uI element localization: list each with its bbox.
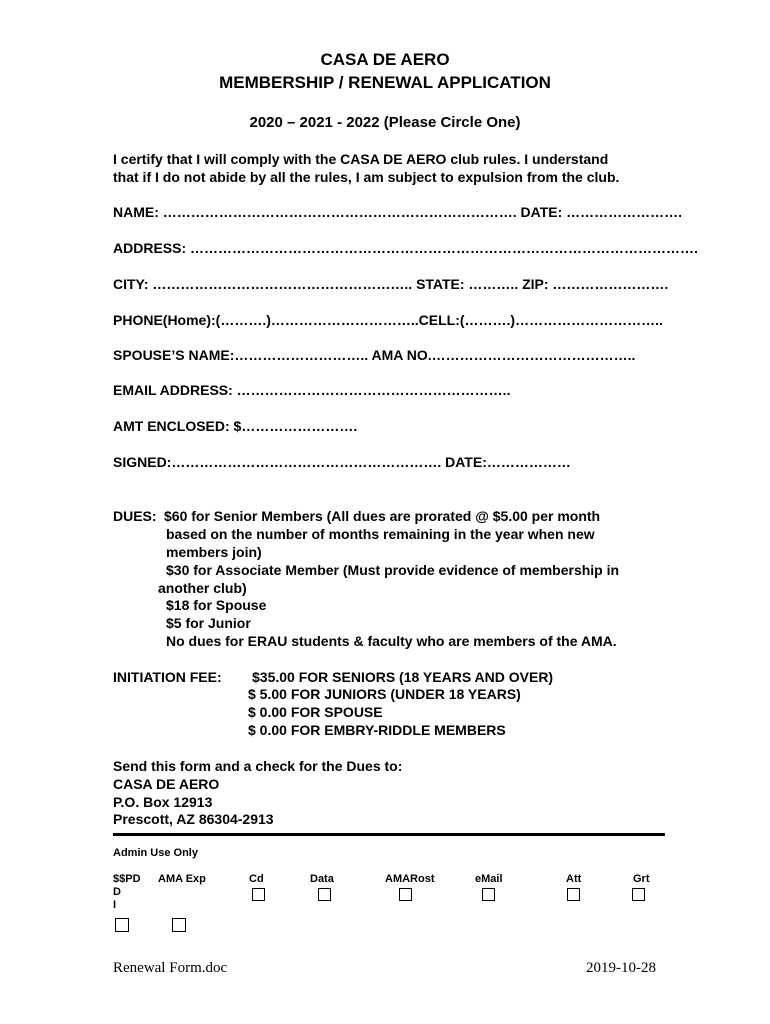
- send-instructions: Send this form and a check for the Dues to:: [113, 758, 403, 774]
- form-subtitle: MEMBERSHIP / RENEWAL APPLICATION: [219, 73, 551, 92]
- checkbox-ama-exp[interactable]: [172, 918, 186, 932]
- checkbox-grt[interactable]: [632, 888, 645, 901]
- admin-col-cd: Cd: [249, 873, 264, 885]
- certify-line-2: that if I do not abide by all the rules, I am subject to expulsion from the club.: [113, 169, 620, 185]
- initiation-label: INITIATION FEE:: [113, 669, 222, 685]
- year-selection: 2020 – 2021 - 2022 (Please Circle One): [249, 114, 521, 131]
- admin-col-spd: $$PD: [113, 873, 141, 885]
- name-date-field[interactable]: NAME: …………………………………………………………………. DATE: …………………….: [113, 204, 683, 220]
- phone-field[interactable]: PHONE(Home):(……….)…………………………..CELL:(……….)…………………………..: [113, 312, 663, 328]
- checkbox-spd[interactable]: [115, 918, 129, 932]
- dues-line: $60 for Senior Members (All dues are prorated @ $5.00 per month: [164, 508, 601, 524]
- certify-line-1: I certify that I will comply with the CASA DE AERO club rules. I understand: [113, 151, 609, 167]
- dues-line: members join): [166, 544, 262, 560]
- initiation-line: $ 5.00 FOR JUNIORS (UNDER 18 YEARS): [248, 686, 521, 702]
- send-city: Prescott, AZ 86304-2913: [113, 811, 274, 827]
- city-state-zip-field[interactable]: CITY: ……………………………………………….. STATE: ……….. ZIP: …………………….: [113, 276, 669, 292]
- initiation-line: $ 0.00 FOR EMBRY-RIDDLE MEMBERS: [248, 722, 506, 738]
- dues-line: No dues for ERAU students & faculty who are members of the AMA.: [166, 633, 617, 649]
- checkbox-cd[interactable]: [252, 888, 265, 901]
- admin-col-spd-i: I: [113, 899, 117, 911]
- email-field[interactable]: EMAIL ADDRESS: …………………………………………………..: [113, 382, 511, 398]
- dues-line: $18 for Spouse: [166, 597, 267, 613]
- admin-col-spd-d: D: [113, 886, 121, 898]
- initiation-line: $ 0.00 FOR SPOUSE: [248, 704, 383, 720]
- signed-date-field[interactable]: SIGNED:…………………………………………………. DATE:………………: [113, 454, 571, 470]
- admin-col-att: Att: [566, 873, 582, 885]
- footer-date: 2019-10-28: [586, 960, 656, 976]
- admin-title: Admin Use Only: [113, 847, 198, 859]
- dues-line: another club): [158, 580, 247, 596]
- dues-line: $30 for Associate Member (Must provide evidence of membership in: [166, 562, 620, 578]
- spouse-ama-field[interactable]: SPOUSE’S NAME:……………………….. AMA NO.……………………………………..: [113, 347, 636, 363]
- send-po-box: P.O. Box 12913: [113, 794, 213, 810]
- checkbox-email[interactable]: [482, 888, 495, 901]
- checkbox-att[interactable]: [567, 888, 580, 901]
- send-club-name: CASA DE AERO: [113, 776, 220, 792]
- dues-line: based on the number of months remaining in the year when new: [166, 526, 595, 542]
- address-field[interactable]: ADDRESS: ……………………………………………………………………………………………….: [113, 240, 698, 256]
- admin-col-grt: Grt: [633, 873, 650, 885]
- dues-label: DUES:: [113, 508, 157, 524]
- checkbox-amarost[interactable]: [399, 888, 412, 901]
- dues-line: $5 for Junior: [166, 615, 251, 631]
- amount-enclosed-field[interactable]: AMT ENCLOSED: $…………………….: [113, 418, 358, 434]
- admin-col-ama-exp: AMA Exp: [158, 873, 206, 885]
- checkbox-data[interactable]: [318, 888, 331, 901]
- footer-filename: Renewal Form.doc: [113, 960, 228, 976]
- admin-col-amarost: AMARost: [385, 873, 435, 885]
- divider: [113, 833, 665, 836]
- admin-col-data: Data: [310, 873, 334, 885]
- initiation-line: $35.00 FOR SENIORS (18 YEARS AND OVER): [252, 669, 554, 685]
- form-title: CASA DE AERO: [320, 50, 450, 69]
- admin-col-email: eMail: [475, 873, 503, 885]
